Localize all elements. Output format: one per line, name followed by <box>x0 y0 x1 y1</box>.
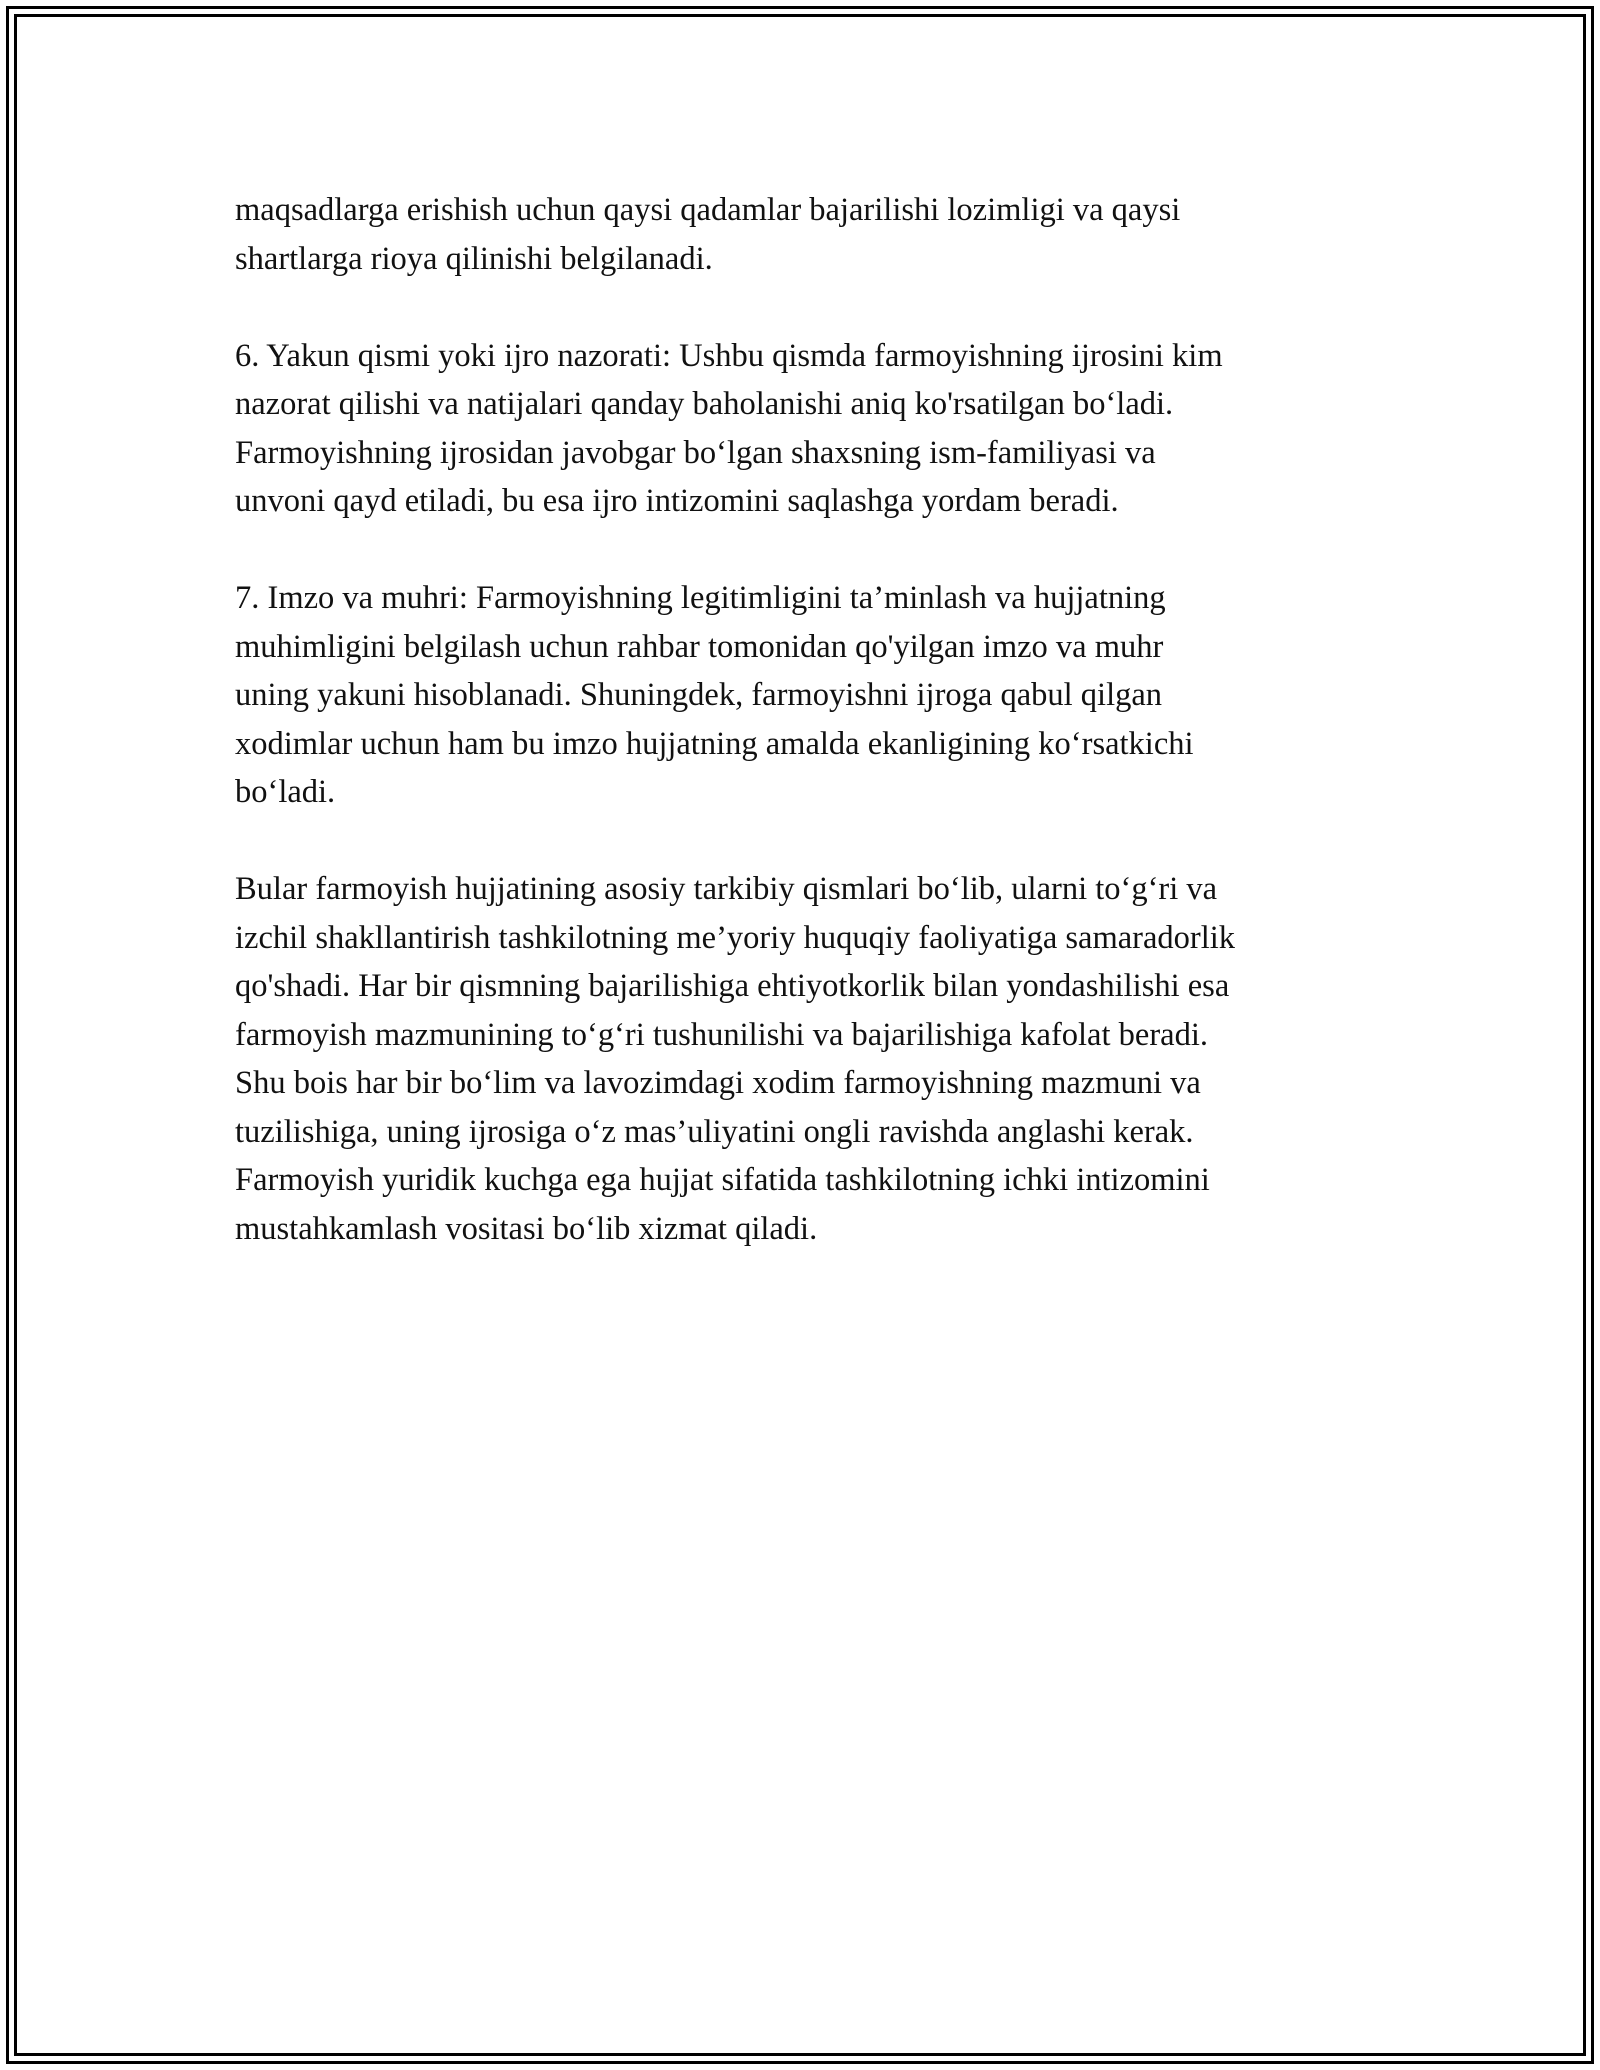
paragraph-conclusion <box>235 865 1385 1253</box>
text-line: Bular farmoyish hujjatining asosiy tarkibiy qismlari bo‘lib, ularni to‘g‘ri va <box>235 871 1218 907</box>
document-body <box>235 186 1385 1302</box>
text-line: xodimlar uchun ham bu imzo hujjatning amalda ekanligining ko‘rsatkichi <box>235 725 1194 762</box>
text-line: shartlarga rioya qilinishi belgilanadi. <box>235 240 713 277</box>
text-line: unvoni qayd etiladi, bu esa ijro intizomini saqlashga yordam beradi. <box>235 483 1119 519</box>
text-line: Farmoyish yuridik kuchga ega hujjat sifatida tashkilotning ichki intizomini <box>235 1162 1210 1198</box>
text-line: nazorat qilishi va natijalari qanday baholanishi aniq ko'rsatilgan bo‘ladi. <box>235 386 1174 422</box>
text-line: bo‘ladi. <box>235 774 336 810</box>
text-line: farmoyish mazmunining to‘g‘ri tushunilishi va bajarilishiga kafolat beradi. <box>235 1016 1208 1053</box>
text-line: 7. Imzo va muhri: Farmoyishning legitimligini ta’minlash va hujjatning <box>235 580 1166 616</box>
text-line: 6. Yakun qismi yoki ijro nazorati: Ushbu qismda farmoyishning ijrosini kim <box>235 337 1223 374</box>
text-line: mustahkamlash vositasi bo‘lib xizmat qiladi. <box>235 1210 818 1247</box>
text-line: qo'shadi. Har bir qismning bajarilishiga ehtiyotkorlik bilan yondashilishi esa <box>235 968 1230 1004</box>
text-line: Shu bois har bir bo‘lim va lavozimdagi xodim farmoyishning mazmuni va <box>235 1065 1201 1101</box>
paragraph-section-6 <box>235 332 1385 526</box>
text-line: Farmoyishning ijrosidan javobgar bo‘lgan shaxsning ism-familiyasi va <box>235 434 1156 471</box>
paragraph-section-7 <box>235 574 1385 817</box>
text-line: maqsadlarga erishish uchun qaysi qadamlar bajarilishi lozimligi va qaysi <box>235 192 1181 228</box>
paragraph-intro-continuation <box>235 186 1385 283</box>
text-line: tuzilishiga, uning ijrosiga o‘z mas’uliyatini ongli ravishda anglashi kerak. <box>235 1113 1194 1150</box>
text-line: uning yakuni hisoblanadi. Shuningdek, farmoyishni ijroga qabul qilgan <box>235 677 1163 713</box>
text-line: muhimligini belgilash uchun rahbar tomonidan qo'yilgan imzo va muhr <box>235 628 1164 665</box>
text-line: izchil shakllantirish tashkilotning me’yoriy huquqiy faoliyatiga samaradorlik <box>235 919 1236 956</box>
